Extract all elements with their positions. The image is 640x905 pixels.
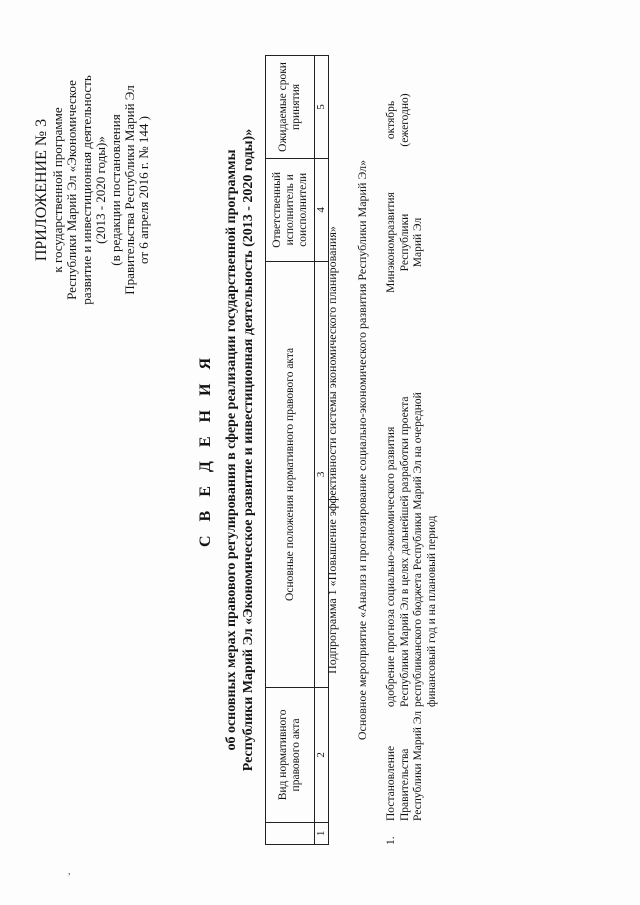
rotated-content [25,25,615,885]
appendix-block [33,30,152,350]
scan-artifact-mark: , [68,866,71,877]
due-date-cell [385,65,412,175]
provision-line: одобрение прогноза социально-экономического развития [385,426,397,707]
table-header-cell: Ожидаемые сроки принятия [266,56,315,159]
appendix-line: к государственной программе [50,107,65,273]
provision-line: республиканского бюджета Республики Марий Эл на очередной [412,392,424,707]
appendix-line: (2013 - 2020 годы)» [93,136,109,244]
responsible-cell [385,180,426,305]
table-header-cell: Основные положения нормативного правового акта [266,261,315,687]
provision-line: Республики Марий Эл в целях дальнейшей разработки проекта [398,396,411,707]
document-sheet [25,25,615,885]
appendix-line: развитие и инвестиционная деятельность [78,75,94,305]
document-subtitle-line-1: об основных мерах правового регулирования в сфере реализации государственной программы [224,149,239,751]
column-number: 5 [315,56,329,159]
table-header-cell: Вид нормативного правового акта [266,688,315,823]
appendix-line: (в редакции постановления [107,114,123,266]
measures-table [265,55,329,845]
act-type-line: Правительства [398,748,411,821]
column-number: 3 [315,261,329,687]
column-number: 2 [315,688,329,823]
provision-line: финансовый год и на плановый период [425,515,438,707]
appendix-line: от 6 апреля 2016 г. № 144 ) [136,116,152,264]
document-title: С В Е Д Е Н И Я [197,352,214,548]
row-number: 1. [385,836,397,845]
appendix-line: Республики Марий Эл «Экономическое [64,80,80,300]
main-activity-heading: Основное мероприятие «Анализ и прогнозирование социально-экономического развития Республики Марий Эл» [355,159,369,741]
responsible-line: Республики [398,213,411,272]
responsible-line: Марий Эл [412,217,424,268]
document-heading [197,60,257,840]
responsible-line: Минэкономразвития [385,192,397,293]
due-line: октябрь [385,100,397,140]
act-type-line: Республики Марий Эл [412,710,424,821]
subprogram-heading: Подпрограмма 1 «Повышение эффективности системы экономического планирования» [325,226,339,674]
appendix-line: Правительства Республики Марий Эл [122,85,138,295]
table-header-cell: Ответственный исполнитель и соисполнители [266,158,315,261]
provisions-cell [385,312,439,707]
document-subtitle-line-2: Республики Марий Эл «Экономическое развитие и инвестиционная деятельность (2013 - 2020 годы)» [241,128,256,772]
table-header-cell [266,822,315,844]
table-header-row [266,56,315,845]
due-line: (ежегодно) [398,93,411,147]
column-number: 4 [315,158,329,261]
act-type-line: Постановление [385,745,397,821]
act-type-cell [385,711,426,821]
appendix-title: ПРИЛОЖЕНИЕ № 3 [33,118,50,262]
column-number: 1 [315,822,329,844]
